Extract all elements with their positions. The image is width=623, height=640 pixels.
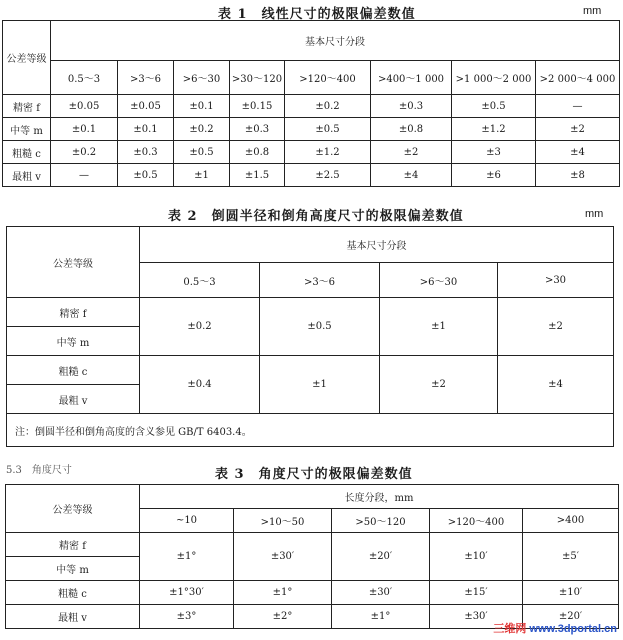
table-cell: ±30′ [332,581,430,605]
table-cell: ±0.5 [285,118,371,141]
table-cell: ±30′ [430,605,523,629]
table-cell: ±1.2 [452,118,536,141]
grade-label: 最粗 v [6,605,140,629]
table-cell: ±0.5 [174,141,230,164]
table-cell: ±0.2 [285,95,371,118]
table3-range: >10～50 [234,509,332,533]
table-cell: ±0.2 [174,118,230,141]
table-cell: ±0.05 [51,95,118,118]
table1 [2,20,620,187]
grade-label: 粗糙 c [6,581,140,605]
table-cell: ±1° [332,605,430,629]
grade-label: 精密 f [3,95,51,118]
table-cell: ±0.1 [118,118,174,141]
grade-label: 中等 m [7,327,140,356]
table-cell: — [536,95,620,118]
table-cell: ±1° [140,533,234,581]
table3 [5,484,619,629]
table-row [6,581,619,605]
table-cell: ±10′ [430,533,523,581]
table-cell: ±1° [234,581,332,605]
table3-group-header: 长度分段，mm [140,485,619,509]
table-cell: ±20′ [332,533,430,581]
table-cell: ±15′ [430,581,523,605]
table-cell: — [51,164,118,187]
table-cell: ±4 [371,164,452,187]
grade-label: 最粗 v [3,164,51,187]
grade-label: 粗糙 c [3,141,51,164]
table2-grade-header: 公差等级 [7,227,140,298]
table1-range: >400～1 000 [371,61,452,95]
table-cell: ±0.5 [118,164,174,187]
table-cell: ±1 [260,356,380,414]
table-row [3,118,620,141]
table2-note: 注：倒圆半径和倒角高度的含义参见 GB/T 6403.4。 [7,414,614,447]
table2-range: >3～6 [260,263,380,298]
grade-label: 最粗 v [7,385,140,414]
table2 [6,226,614,447]
table1-unit: mm [583,5,602,17]
table-cell: ±10′ [523,581,619,605]
table-cell: ±0.15 [230,95,285,118]
grade-label: 粗糙 c [7,356,140,385]
grade-label: 精密 f [7,298,140,327]
table3-range: ~10 [140,509,234,533]
table-row [3,164,620,187]
table-cell: ±0.05 [118,95,174,118]
table-cell: ±0.8 [230,141,285,164]
table-row [7,298,614,327]
table3-grade-header: 公差等级 [6,485,140,533]
table1-range: 0.5～3 [51,61,118,95]
table-cell: ±30′ [234,533,332,581]
table2-caption: 表 2 倒圆半径和倒角高度尺寸的极限偏差数值 [168,209,464,224]
table2-range: 0.5～3 [140,263,260,298]
table-row [6,533,619,557]
table-cell: ±4 [498,356,614,414]
table1-range: >2 000～4 000 [536,61,620,95]
table1-range: >3～6 [118,61,174,95]
table-row [3,95,620,118]
table-cell: ±3 [452,141,536,164]
watermark-part1: 三维网 [493,623,527,635]
table-cell: ±2.5 [285,164,371,187]
table-cell: ±5′ [523,533,619,581]
table3-range: >120～400 [430,509,523,533]
table-cell: ±0.3 [118,141,174,164]
grade-label: 精密 f [6,533,140,557]
table3-range: >50～120 [332,509,430,533]
table-cell: ±0.4 [140,356,260,414]
table1-range: >6～30 [174,61,230,95]
table-cell: ±0.5 [260,298,380,356]
table-cell: ±1.2 [285,141,371,164]
section-heading-fragment: 5.3 角度尺寸 [6,465,72,476]
watermark-part2: www.3dportal.cn [526,623,617,635]
table1-group-header: 基本尺寸分段 [51,21,620,61]
table1-range-row [3,61,620,95]
table1-grade-header: 公差等级 [3,21,51,95]
table2-unit: mm [585,208,604,220]
table-cell: ±4 [536,141,620,164]
table-cell: ±1 [380,298,498,356]
table-cell: ±0.2 [51,141,118,164]
table-cell: ±2 [536,118,620,141]
table-cell: ±8 [536,164,620,187]
table2-range: >6～30 [380,263,498,298]
table-row [7,356,614,385]
grade-label: 中等 m [6,557,140,581]
table2-group-header: 基本尺寸分段 [140,227,614,263]
table2-range: >30 [498,263,614,298]
table-cell: ±0.3 [371,95,452,118]
table3-caption: 表 3 角度尺寸的极限偏差数值 [215,467,413,482]
table1-caption: 表 1 线性尺寸的极限偏差数值 [218,7,416,22]
table1-range: >1 000～2 000 [452,61,536,95]
table3-range: >400 [523,509,619,533]
table-cell: ±1 [174,164,230,187]
table-cell: ±0.1 [51,118,118,141]
table1-range: >120～400 [285,61,371,95]
table-cell: ±2 [371,141,452,164]
watermark [493,620,617,636]
table-cell: ±0.8 [371,118,452,141]
table-cell: ±20′ [523,605,619,629]
table-cell: ±0.1 [174,95,230,118]
table1-range: >30～120 [230,61,285,95]
table-cell: ±1.5 [230,164,285,187]
table-cell: ±0.5 [452,95,536,118]
grade-label: 中等 m [3,118,51,141]
table-cell: ±6 [452,164,536,187]
table-cell: ±3° [140,605,234,629]
table-cell: ±0.3 [230,118,285,141]
table-cell: ±2 [380,356,498,414]
table-cell: ±1°30′ [140,581,234,605]
table-cell: ±2° [234,605,332,629]
table-cell: ±0.2 [140,298,260,356]
table-row [3,141,620,164]
table-cell: ±2 [498,298,614,356]
